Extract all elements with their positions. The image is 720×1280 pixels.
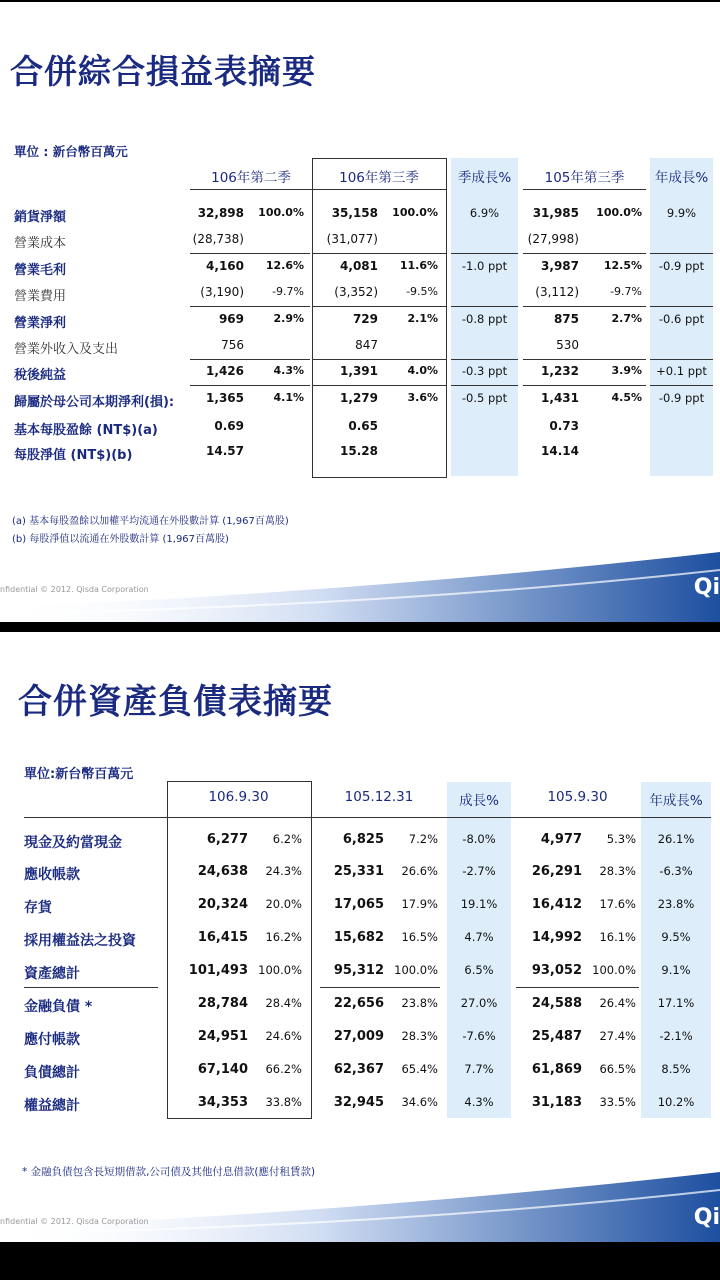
table-cell: 28.3% <box>599 864 636 878</box>
row-label: 存貨 <box>24 900 52 916</box>
col-header: 季成長% <box>457 170 512 186</box>
table-cell: 2.1% <box>407 312 438 325</box>
table-cell: 24,588 <box>531 996 582 1011</box>
table-cell: -0.9 ppt <box>658 259 705 273</box>
row-label: 每股淨值 (NT$)(b) <box>14 448 133 463</box>
company-logo: Qi <box>693 575 720 600</box>
row-rule <box>523 359 646 360</box>
row-label: 營業成本 <box>14 236 67 251</box>
table-cell: 9.9% <box>666 206 697 220</box>
table-cell: 3.6% <box>407 391 438 404</box>
row-rule <box>312 306 446 307</box>
table-cell: 4.3% <box>464 1095 494 1109</box>
table-cell: 6.5% <box>464 963 494 977</box>
table-cell: 66.5% <box>599 1062 636 1076</box>
row-label: 營業毛利 <box>14 263 67 278</box>
table-cell: +0.1 ppt <box>656 364 707 378</box>
table-cell: 1,365 <box>206 391 244 405</box>
table-cell: 19.1% <box>460 897 498 911</box>
table-cell: -9.5% <box>406 285 438 298</box>
table-cell: 4,081 <box>340 259 378 273</box>
table-cell: 756 <box>221 338 244 352</box>
table-cell: 26.6% <box>401 864 438 878</box>
table-cell: 26,291 <box>531 864 582 879</box>
table-cell: 12.6% <box>265 259 304 272</box>
table-cell: 1,426 <box>206 364 244 378</box>
footer-text: nfidential © 2012. Qisda Corporation <box>0 1217 149 1226</box>
table-cell: 15,682 <box>333 930 384 945</box>
table-cell: 5.3% <box>606 832 636 846</box>
table-cell: (3,352) <box>334 285 378 299</box>
row-label: 採用權益法之投資 <box>24 933 136 949</box>
table-cell: 3.9% <box>611 364 642 377</box>
footer-band <box>0 1172 720 1242</box>
table-cell: 6,825 <box>342 832 384 847</box>
row-label: 應付帳款 <box>24 1032 80 1048</box>
table-cell: 875 <box>553 312 579 326</box>
table-cell: 847 <box>355 338 378 352</box>
table-cell: 2.7% <box>611 312 642 325</box>
row-rule <box>312 385 446 386</box>
table-cell: 24.6% <box>265 1029 302 1043</box>
table-cell: 35,158 <box>331 206 378 220</box>
section-divider <box>516 987 639 988</box>
table-cell: 20.0% <box>265 897 302 911</box>
row-label: 負債總計 <box>24 1065 80 1081</box>
balance-sheet-slide <box>0 632 720 1242</box>
header-underline <box>190 189 312 190</box>
table-cell: 14,992 <box>531 930 582 945</box>
table-cell: 4.5% <box>611 391 642 404</box>
table-cell: 15.28 <box>340 444 378 458</box>
row-rule <box>650 306 713 307</box>
table-cell: 2.9% <box>273 312 304 325</box>
header-underline <box>24 817 711 818</box>
row-rule <box>190 306 310 307</box>
col-header: 106年第三季 <box>339 170 419 186</box>
table-cell: 16.5% <box>401 930 438 944</box>
table-cell: 6.9% <box>469 206 500 220</box>
col-header: 105.12.31 <box>344 789 414 805</box>
row-rule <box>451 306 518 307</box>
footnote: (a) 基本每股盈餘以加權平均流通在外股數計算 (1,967百萬股) <box>12 516 289 527</box>
table-cell: 1,232 <box>541 364 579 378</box>
col-header: 105年第三季 <box>544 170 625 186</box>
table-cell: 1,431 <box>541 391 579 405</box>
row-label: 營業費用 <box>14 289 67 304</box>
row-label: 權益總計 <box>24 1098 80 1114</box>
table-cell: 24,638 <box>197 864 248 879</box>
table-cell: 26.4% <box>599 996 636 1010</box>
row-label: 稅後純益 <box>14 368 67 383</box>
unit-label: 單位:新台幣百萬元 <box>24 767 134 782</box>
table-cell: 95,312 <box>333 963 384 978</box>
table-cell: 61,869 <box>531 1062 582 1077</box>
table-cell: -9.7% <box>272 285 304 298</box>
footer-text: nfidential © 2012. Qisda Corporation <box>0 585 149 594</box>
row-rule <box>190 359 310 360</box>
table-cell: 20,324 <box>197 897 248 912</box>
table-cell: 9.5% <box>661 930 691 944</box>
table-cell: 65.4% <box>401 1062 438 1076</box>
table-cell: -0.6 ppt <box>658 312 705 326</box>
row-label: 金融負債 * <box>24 999 93 1015</box>
table-cell: 7.7% <box>464 1062 494 1076</box>
table-cell: -0.9 ppt <box>658 391 705 405</box>
table-cell: 66.2% <box>265 1062 302 1076</box>
table-cell: 33.8% <box>265 1095 302 1109</box>
table-cell: 1,391 <box>340 364 378 378</box>
row-label: 營業淨利 <box>14 316 67 331</box>
table-cell: 32,898 <box>197 206 244 220</box>
footnote: * 金融負債包含長短期借款,公司債及其他付息借款(應付租賃款) <box>22 1166 316 1178</box>
table-cell: -9.7% <box>610 285 642 298</box>
company-logo: Qi <box>693 1205 720 1230</box>
row-rule <box>312 253 446 254</box>
row-rule <box>190 253 310 254</box>
col-header: 106年第二季 <box>211 170 291 186</box>
table-cell: 0.69 <box>214 419 244 433</box>
table-cell: 31,985 <box>532 206 579 220</box>
slide-title: 合併資產負債表摘要 <box>18 682 333 722</box>
table-cell: 17.6% <box>599 897 636 911</box>
table-cell: 28.4% <box>265 996 302 1010</box>
table-cell: 28,784 <box>197 996 248 1011</box>
table-cell: 530 <box>556 338 579 352</box>
table-cell: 100.0% <box>394 963 438 977</box>
table-cell: -8.0% <box>462 832 496 846</box>
income-statement-slide <box>0 2 720 622</box>
row-rule <box>523 385 646 386</box>
table-cell: 10.2% <box>657 1095 695 1109</box>
row-label: 基本每股盈餘 (NT$)(a) <box>14 423 158 438</box>
table-cell: 14.14 <box>541 444 579 458</box>
table-cell: 3,987 <box>541 259 579 273</box>
table-cell: -2.7% <box>462 864 496 878</box>
col-header: 年成長% <box>649 793 703 809</box>
table-cell: 1,279 <box>340 391 378 405</box>
table-cell: 27,009 <box>333 1029 384 1044</box>
table-cell: 969 <box>218 312 244 326</box>
table-cell: 16,415 <box>197 930 248 945</box>
row-rule <box>650 385 713 386</box>
table-cell: -0.5 ppt <box>461 391 508 405</box>
table-cell: 26.1% <box>657 832 695 846</box>
table-cell: 7.2% <box>408 832 438 846</box>
footnote: (b) 每股淨值以流通在外股數計算 (1,967百萬股) <box>12 534 229 545</box>
table-cell: 32,945 <box>333 1095 384 1110</box>
table-cell: 8.5% <box>661 1062 691 1076</box>
table-cell: -0.3 ppt <box>461 364 508 378</box>
table-cell: -1.0 ppt <box>461 259 508 273</box>
table-cell: 17.9% <box>401 897 438 911</box>
table-cell: 14.57 <box>206 444 244 458</box>
col-header: 105.9.30 <box>547 789 608 805</box>
table-cell: 27.4% <box>599 1029 636 1043</box>
row-rule <box>451 359 518 360</box>
table-cell: 28.3% <box>401 1029 438 1043</box>
table-cell: 23.8% <box>657 897 695 911</box>
table-cell: -6.3% <box>659 864 693 878</box>
table-cell: 100.0% <box>592 963 636 977</box>
row-label: 銷貨淨額 <box>14 210 67 225</box>
row-rule <box>650 359 713 360</box>
row-label: 歸屬於母公司本期淨利(損): <box>14 395 175 410</box>
table-cell: -2.1% <box>659 1029 693 1043</box>
table-cell: -0.8 ppt <box>461 312 508 326</box>
table-cell: 25,331 <box>333 864 384 879</box>
row-rule <box>312 359 446 360</box>
row-rule <box>451 253 518 254</box>
table-cell: 17.1% <box>657 996 695 1010</box>
table-cell: (28,738) <box>192 232 244 246</box>
table-cell: 4.0% <box>407 364 438 377</box>
table-cell: 4.7% <box>464 930 494 944</box>
table-cell: 62,367 <box>333 1062 384 1077</box>
table-cell: 16.1% <box>599 930 636 944</box>
table-cell: 11.6% <box>399 259 438 272</box>
row-rule <box>451 385 518 386</box>
table-cell: 4.3% <box>273 364 304 377</box>
table-cell: 24.3% <box>265 864 302 878</box>
table-cell: 17,065 <box>333 897 384 912</box>
table-cell: 67,140 <box>197 1062 248 1077</box>
table-cell: -7.6% <box>462 1029 496 1043</box>
table-cell: 25,487 <box>531 1029 582 1044</box>
row-rule <box>523 306 646 307</box>
section-divider <box>24 987 158 988</box>
table-cell: 4.1% <box>273 391 304 404</box>
table-cell: 100.0% <box>258 963 302 977</box>
table-cell: 729 <box>352 312 378 326</box>
table-cell: 0.73 <box>549 419 579 433</box>
col-header: 年成長% <box>654 170 709 186</box>
table-cell: 93,052 <box>531 963 582 978</box>
header-underline <box>312 189 446 190</box>
table-cell: 33.5% <box>599 1095 636 1109</box>
table-cell: 100.0% <box>258 206 304 219</box>
header-underline <box>523 189 646 190</box>
row-label: 資產總計 <box>24 966 80 982</box>
row-rule <box>190 385 310 386</box>
table-cell: 100.0% <box>596 206 642 219</box>
section-divider <box>320 987 440 988</box>
table-cell: 100.0% <box>392 206 438 219</box>
row-label: 應收帳款 <box>24 867 80 883</box>
table-cell: 101,493 <box>188 963 248 978</box>
table-cell: 9.1% <box>661 963 691 977</box>
table-cell: 16.2% <box>265 930 302 944</box>
table-cell: (31,077) <box>326 232 378 246</box>
table-cell: 27.0% <box>460 996 498 1010</box>
table-cell: 34.6% <box>401 1095 438 1109</box>
unit-label: 單位 : 新台幣百萬元 <box>14 144 128 159</box>
table-cell: 4,160 <box>206 259 244 273</box>
table-cell: 24,951 <box>197 1029 248 1044</box>
table-cell: 0.65 <box>348 419 378 433</box>
table-cell: 31,183 <box>531 1095 582 1110</box>
row-rule <box>650 253 713 254</box>
col-header: 成長% <box>459 793 499 809</box>
slide-title: 合併綜合損益表摘要 <box>10 52 316 91</box>
table-cell: 12.5% <box>603 259 642 272</box>
row-label: 現金及約當現金 <box>24 835 122 851</box>
table-cell: 4,977 <box>540 832 582 847</box>
table-cell: 16,412 <box>531 897 582 912</box>
table-cell: 22,656 <box>333 996 384 1011</box>
table-cell: 23.8% <box>401 996 438 1010</box>
table-cell: 6.2% <box>272 832 302 846</box>
table-cell: (3,112) <box>535 285 579 299</box>
table-cell: (27,998) <box>527 232 579 246</box>
table-cell: 6,277 <box>206 832 248 847</box>
row-rule <box>523 253 646 254</box>
row-label: 營業外收入及支出 <box>14 342 119 357</box>
table-cell: (3,190) <box>200 285 244 299</box>
col-header: 106.9.30 <box>208 789 269 805</box>
table-cell: 34,353 <box>197 1095 248 1110</box>
